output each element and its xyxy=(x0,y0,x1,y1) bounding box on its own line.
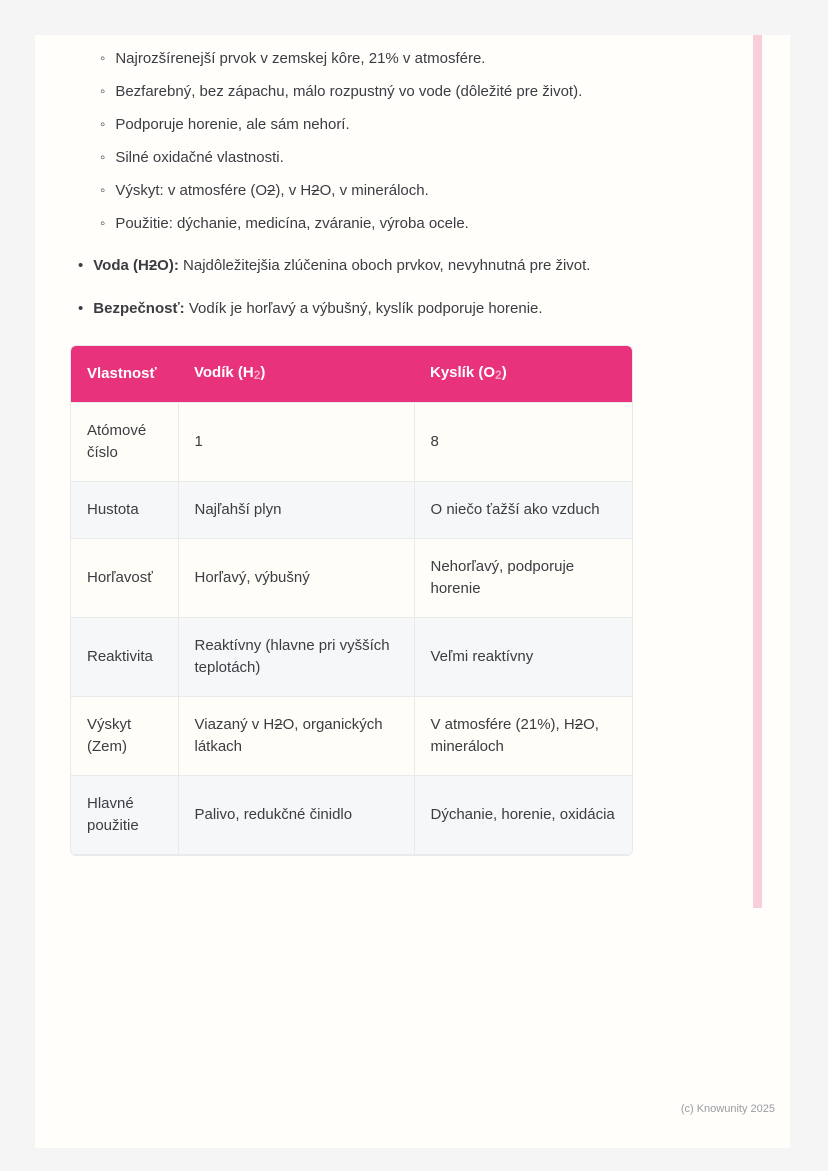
table-cell: Palivo, redukčné činidlo xyxy=(178,776,414,855)
table-cell: Hustota xyxy=(71,482,178,539)
bullet-term: Bezpečnosť: xyxy=(93,300,185,317)
column-header: Vodík (H2) xyxy=(178,346,414,403)
comparison-table-container xyxy=(70,345,633,856)
table-cell: 8 xyxy=(414,403,633,482)
circle-bullet-icon: ◦ xyxy=(100,149,106,166)
bullet-text xyxy=(93,298,542,320)
bullet-text: Najrozšírenejší prvok v zemskej kôre, 21% v atmosfére. xyxy=(115,50,486,67)
sub-bullet-list xyxy=(35,48,790,235)
table-row xyxy=(71,618,633,697)
table-cell: Viazaný v H2O, organických látkach xyxy=(178,697,414,776)
table-cell: Najľahší plyn xyxy=(178,482,414,539)
bullet-text: Bezfarebný, bez zápachu, málo rozpustný vo vode (dôležité pre život). xyxy=(115,83,583,100)
table-cell: Reaktivita xyxy=(71,618,178,697)
circle-bullet-icon: ◦ xyxy=(100,182,106,199)
table-row xyxy=(71,539,633,618)
list-item xyxy=(100,147,790,169)
bullet-text: Použitie: dýchanie, medicína, zváranie, výroba ocele. xyxy=(115,215,469,232)
circle-bullet-icon: ◦ xyxy=(100,215,106,232)
page-margin-stripe xyxy=(753,35,762,908)
table-body xyxy=(71,403,633,855)
table-cell: V atmosfére (21%), H2O, mineráloch xyxy=(414,697,633,776)
column-header: Vlastnosť xyxy=(71,346,178,403)
table-cell: Veľmi reaktívny xyxy=(414,618,633,697)
table-cell: Horľavosť xyxy=(71,539,178,618)
table-cell: Výskyt (Zem) xyxy=(71,697,178,776)
table-cell: 1 xyxy=(178,403,414,482)
list-item xyxy=(78,298,790,320)
column-header: Kyslík (O2) xyxy=(414,346,633,403)
bullet-text: Výskyt: v atmosfére (O2), v H2O, v mineráloch. xyxy=(115,182,429,199)
table-header xyxy=(71,346,633,403)
table-cell: Horľavý, výbušný xyxy=(178,539,414,618)
circle-bullet-icon: ◦ xyxy=(100,116,106,133)
table-row xyxy=(71,697,633,776)
disc-bullet-icon: • xyxy=(78,300,84,317)
circle-bullet-icon: ◦ xyxy=(100,50,106,67)
circle-bullet-icon: ◦ xyxy=(100,83,106,100)
bullet-text: Podporuje horenie, ale sám nehorí. xyxy=(115,116,350,133)
table-cell: O niečo ťažší ako vzduch xyxy=(414,482,633,539)
disc-bullet-icon: • xyxy=(78,257,84,274)
bullet-definition: Najdôležitejšia zlúčenina oboch prvkov, nevyhnutná pre život. xyxy=(183,257,591,274)
table-row xyxy=(71,482,633,539)
table-cell: Nehorľavý, podporuje horenie xyxy=(414,539,633,618)
table-cell: Reaktívny (hlavne pri vyšších teplotách) xyxy=(178,618,414,697)
table-row xyxy=(71,403,633,482)
bullet-term: Voda (H2O): xyxy=(93,257,179,274)
list-item xyxy=(100,180,790,202)
copyright-notice: (c) Knowunity 2025 xyxy=(680,1103,775,1115)
comparison-table xyxy=(71,346,633,855)
table-cell: Hlavné použitie xyxy=(71,776,178,855)
table-cell: Dýchanie, horenie, oxidácia xyxy=(414,776,633,855)
list-item xyxy=(100,48,790,70)
main-bullet-list xyxy=(35,255,790,320)
bullet-text xyxy=(93,255,590,277)
bullet-definition: Vodík je horľavý a výbušný, kyslík podporuje horenie. xyxy=(188,300,543,317)
document-page xyxy=(35,35,790,1148)
table-cell: Atómové číslo xyxy=(71,403,178,482)
table-row xyxy=(71,776,633,855)
table-header-row xyxy=(71,346,633,403)
list-item xyxy=(78,255,790,277)
list-item xyxy=(100,114,790,136)
bullet-text: Silné oxidačné vlastnosti. xyxy=(115,149,284,166)
list-item xyxy=(100,81,790,103)
list-item xyxy=(100,213,790,235)
